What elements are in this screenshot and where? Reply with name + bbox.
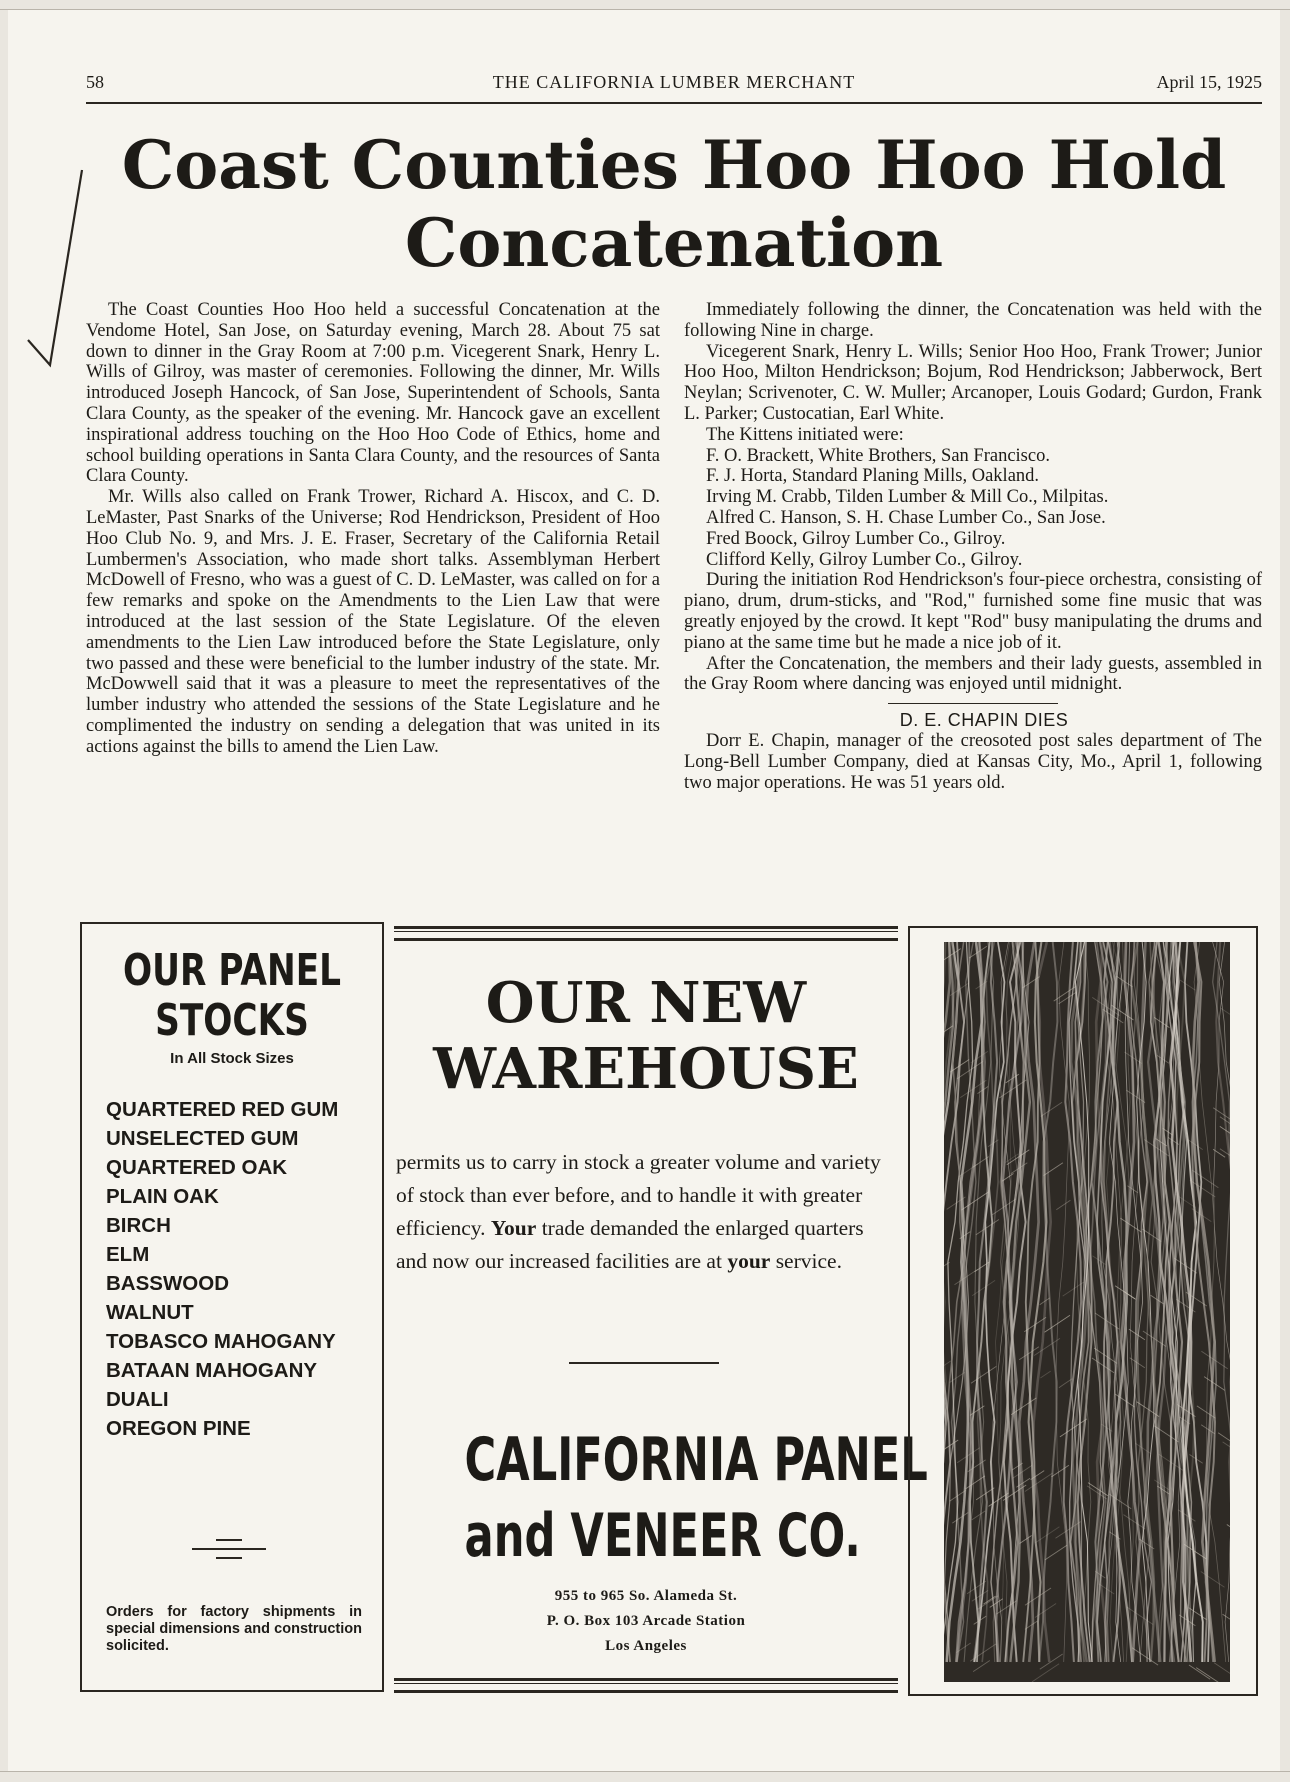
- warehouse-ad: [394, 922, 928, 1692]
- list-item: BASSWOOD: [106, 1272, 229, 1295]
- body-text: trade demanded the enlarged quarters and now our increased facilities are at: [396, 1216, 864, 1273]
- warehouse-divider: [569, 1362, 719, 1364]
- body-text: service.: [775, 1249, 842, 1273]
- title-line-2: Concatenation: [404, 204, 944, 282]
- panel-stocks-headline: [115, 946, 349, 1046]
- veneer-grain-photo: [944, 942, 1230, 1682]
- list-item: PLAIN OAK: [106, 1185, 219, 1208]
- ornament-icon: [192, 1534, 266, 1564]
- kittens-list: [684, 446, 1262, 571]
- list-item: Alfred C. Hanson, S. H. Chase Lumber Co., San Jose.: [706, 507, 1106, 528]
- obituary-heading: D. E. CHAPIN DIES: [899, 710, 1069, 731]
- headline-line-1: OUR PANEL: [122, 945, 342, 996]
- stock-list: [106, 1095, 382, 1443]
- page-header: [86, 72, 1262, 104]
- warehouse-body: [396, 1146, 898, 1278]
- address-line-1: 955 to 965 So. Alameda St.: [554, 1588, 738, 1604]
- scan-edge-bottom: [0, 1771, 1290, 1772]
- list-item: TOBASCO MAHOGANY: [106, 1330, 336, 1353]
- address-line-3: Los Angeles: [605, 1638, 687, 1654]
- list-item: QUARTERED OAK: [106, 1156, 288, 1179]
- company-line-1: CALIFORNIA PANEL: [464, 1425, 928, 1495]
- list-item: Clifford Kelly, Gilroy Lumber Co., Gilroy.: [706, 549, 1023, 570]
- kittens-intro: The Kittens initiated were:: [706, 424, 904, 445]
- page-number: 58: [86, 72, 104, 92]
- body-text: permits us to carry in stock a greater volume and variety of stock than ever before, and to handle it with greater efficiency.: [396, 1150, 881, 1240]
- article-right-column: [684, 300, 1262, 793]
- list-item: OREGON PINE: [106, 1417, 251, 1440]
- scan-edge-top: [0, 9, 1290, 10]
- article-left-column: [86, 300, 660, 758]
- warehouse-headline: [394, 970, 898, 1102]
- veneer-photo-ad: [908, 926, 1258, 1696]
- article-paragraph: Immediately following the dinner, the Concatenation was held with the following Nine in charge.: [684, 300, 1262, 341]
- list-item: WALNUT: [106, 1301, 194, 1324]
- list-item: BATAAN MAHOGANY: [106, 1359, 318, 1382]
- list-item: F. O. Brackett, White Brothers, San Francisco.: [706, 445, 1050, 466]
- headline-line-1: OUR NEW: [485, 970, 807, 1036]
- article-paragraph: The Coast Counties Hoo Hoo held a successful Concatenation at the Vendome Hotel, San Jose, on Saturday evening, March 28. About 75 sat down to dinner in the Gray Room at 7:00 p.m. Vicegerent Snark, Henry L. Wills of Gilroy, was master of ceremonies. Following the dinner, Mr. Wills introduced Joseph Hancock, of San Jose, Superintendent of Schools, Santa Clara County, as the speaker of the evening. Mr. Hancock gave an excellent inspirational address touching on the Hoo Hoo Code of Ethics, home and school building operations in Santa Clara County, and the resources of Santa Clara County.: [86, 300, 660, 487]
- headline-line-2: WAREHOUSE: [433, 1036, 859, 1102]
- list-item: BIRCH: [106, 1214, 171, 1237]
- list-item: UNSELECTED GUM: [106, 1127, 299, 1150]
- list-item: ELM: [106, 1243, 150, 1266]
- wood-grain-image: [944, 942, 1230, 1682]
- body-emphasis: Your: [490, 1216, 537, 1240]
- list-item: F. J. Horta, Standard Planing Mills, Oakland.: [706, 466, 1040, 487]
- pen-checkmark-icon: [20, 150, 90, 380]
- issue-date: April 15, 1925: [1156, 72, 1262, 92]
- top-double-rule: [394, 926, 898, 941]
- article-paragraph: Mr. Wills also called on Frank Trower, Richard A. Hiscox, and C. D. LeMaster, Past Snarks of the Universe; Rod Hendrickson, President of Hoo Hoo Club No. 9, and Mrs. J. E. Fraser, Secretary of the California Retail Lumbermen's Association, who made short talks. Assemblyman Herbert McDowell of Fresno, who was a guest of C. D. LeMaster, was called on for a few remarks and spoke on the Amendments to the Lien Law that were introduced at the last session of the State Legislature. Of the eleven amendments to the Lien Law introduced before the State Legislature, only two passed and these were beneficial to the lumber industry of the state. Mr. McDowwell said that it was a pleasure to meet the representatives of the lumber industry who attended the sessions of the State Legislature and he complimented the industry on sending a delegation that was united in its actions against the bills to amend the Lien Law.: [86, 487, 660, 757]
- list-item: Irving M. Crabb, Tilden Lumber & Mill Co., Milpitas.: [706, 487, 1109, 508]
- company-address: [394, 1584, 898, 1659]
- article-paragraph: During the initiation Rod Hendrickson's four-piece orchestra, consisting of piano, drum, drum-sticks, and "Rod," furnished some fine music that was greatly enjoyed by the crowd. It kept "Rod" busy manipulating the drums and piano at the same time but he made a nice job of it.: [684, 570, 1262, 653]
- panel-stocks-footer: Orders for factory shipments in special dimensions and construction solicited.: [106, 1604, 362, 1654]
- obituary-text: Dorr E. Chapin, manager of the creosoted post sales department of The Long-Bell Lumber Company, died at Kansas City, Mo., April 1, following two major operations. He was 51 years old.: [684, 730, 1262, 793]
- journal-title: THE CALIFORNIA LUMBER MERCHANT: [492, 72, 856, 92]
- address-line-2: P. O. Box 103 Arcade Station: [546, 1613, 746, 1629]
- panel-stocks-ad: [80, 922, 384, 1692]
- headline-line-2: STOCKS: [155, 995, 309, 1046]
- body-emphasis: your: [727, 1249, 771, 1273]
- article-paragraph: Vicegerent Snark, Henry L. Wills; Senior Hoo Hoo, Frank Trower; Junior Hoo Hoo, Milton Hendrickson; Bojum, Rod Hendrickson; Jabberwock, Bert Neylan; Scrivenoter, C. W. Muller; Arcanoper, Louis Godard; Gurdon, Frank L. Parker; Custocatian, Earl White.: [684, 341, 1262, 424]
- bottom-double-rule: [394, 1678, 898, 1693]
- title-line-1: Coast Counties Hoo Hoo Hold: [121, 126, 1227, 204]
- section-divider: [888, 703, 1058, 704]
- company-name: [464, 1422, 928, 1574]
- article-title: [86, 126, 1262, 282]
- list-item: DUALI: [106, 1388, 169, 1411]
- panel-stocks-subhead: In All Stock Sizes: [170, 1050, 294, 1067]
- article-paragraph: After the Concatenation, the members and their lady guests, assembled in the Gray Room where dancing was enjoyed until midnight.: [684, 653, 1262, 695]
- company-line-2: and VENEER CO.: [464, 1501, 861, 1571]
- list-item: QUARTERED RED GUM: [106, 1098, 339, 1121]
- list-item: Fred Boock, Gilroy Lumber Co., Gilroy.: [706, 528, 1006, 549]
